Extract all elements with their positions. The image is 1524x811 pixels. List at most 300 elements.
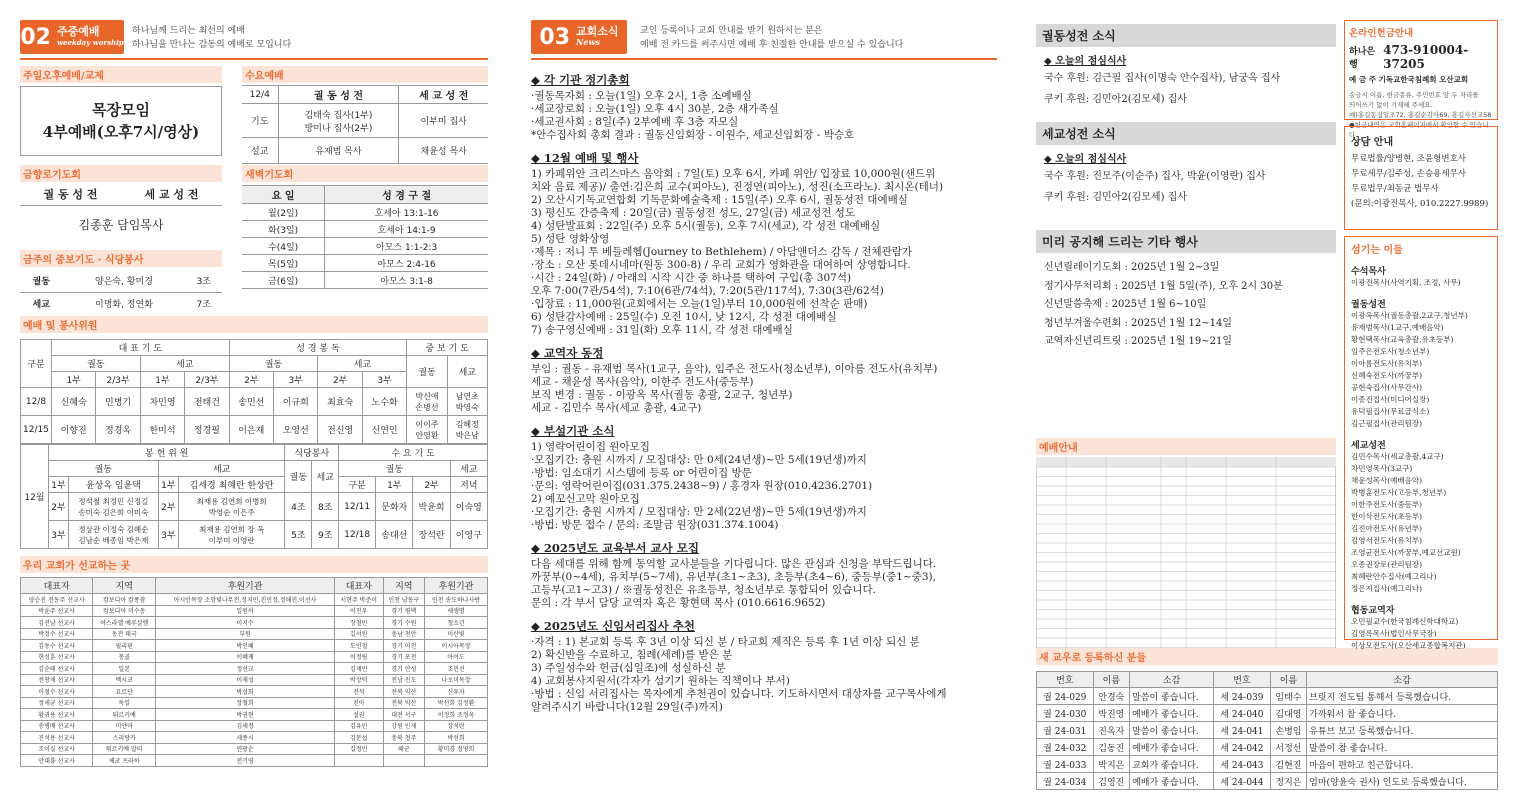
cell: 민병기 [96,388,140,416]
cell: 새생명 [425,605,488,617]
mission-table [20,577,488,767]
table-row [21,743,488,755]
wed-date: 12/4 [242,86,278,104]
cell: 호세아 13:1-16 [325,204,488,221]
cell: 송병배 선교사 [21,720,93,732]
section-heading: 주일오후예배/교제 [20,66,222,83]
cell: 12/11 [339,493,376,521]
cell: 요르단 [93,686,156,698]
wednesday-section [242,66,488,164]
col-header: 세교 [140,356,229,372]
col-header: 소감 [1307,672,1498,688]
col-header: 궐동 [285,461,312,493]
worship-guide-table [1036,457,1336,657]
cell: 김동수 선교사 [21,640,93,652]
cell: 아모스 1:1-2:3 [325,238,488,255]
wednesday-table [242,85,488,164]
cell: 최재용 김연희 장 옥 이부미 이영란 [178,521,285,549]
col-header: 번호 [1214,672,1271,688]
cell: 장석란 [425,720,488,732]
col-header: 대표자 [334,578,383,594]
cell: 강원 인제 [383,720,425,732]
col-header: 구분 [21,340,52,388]
cell: 이철수 선교사 [21,686,93,698]
new-members-table [1036,671,1498,790]
page-subtitle: News [576,37,600,47]
cell: 세 24-041 [1214,722,1271,739]
col-header: 2/3부 [185,372,229,388]
cell: 경기 포천 [383,651,425,663]
cell: 일원서 [156,605,335,617]
col-header: 궐동 [407,356,447,388]
cell: 스리랑카 [93,732,156,744]
cell: 인천 송도하나사랑 [425,594,488,606]
col-header: 이름 [1093,672,1129,688]
page02-tag [20,20,124,54]
service-section [20,316,488,549]
cell: 12/8 [21,388,52,416]
page-number: 02 [20,24,51,50]
account-number: 473-910004-37205 [1383,43,1469,71]
cell: 세 24-040 [1214,705,1271,722]
staff-member: 김영서전도사(유치부) [1351,536,1423,545]
section-heading: 궐동성전 소식 [1036,24,1336,47]
cell: 이진우 [334,605,383,617]
intro-line: 하나님께 드리는 최선의 예배 [132,26,245,36]
month-label: 12월 [21,445,49,549]
col-header: 대표자 [21,578,93,594]
cell: 9조 [312,521,339,549]
cell: 세교 [32,299,50,310]
cell: 박선희 [425,732,488,744]
cell: 김세경 최혜란 한상란 [178,477,285,493]
cell: 예배가 좋습니다. [1130,705,1214,722]
col-header: 궐동 [339,461,451,477]
cell: 박신애 손병선 [407,388,447,416]
table-row [21,709,488,721]
section-heading: 금향로기도회 [20,165,222,182]
cell: 진석용 선교사 [21,732,93,744]
cell: 아이도 [425,651,488,663]
cell: 교회가 좋습니다. [1130,756,1214,773]
staff-group: 협동교역자 [1351,606,1395,616]
staff-member: 황현택목사(교육총괄,유초등부) [1351,335,1454,344]
col-header: 3부 [362,372,406,388]
cell: 박장덕 [334,674,383,686]
page03-tag [531,20,627,54]
col-header: 1부 [51,372,95,388]
table-row [21,674,488,686]
cell: 부원 [156,628,335,640]
cell: 안대룡 선교사 [21,755,93,767]
event-line: 청년부겨울수련회 : 2025년 1월 12~14일 [1044,317,1232,329]
section-heading: 세교성전 소식 [1036,122,1336,145]
cell: 궐 24-031 [1037,722,1094,739]
staff-member: 김영록목사(법인사무국장) [1351,629,1437,638]
cell: 임태수 [1270,688,1306,705]
section-heading: 미리 공지해 드리는 기타 행사 [1036,230,1336,253]
cell: 2부 [158,493,178,521]
cell: 최효숙 [318,388,362,416]
cell: 궐 24-033 [1037,756,1094,773]
staff-member: 최혜란안수집사(예그리나) [1351,572,1437,581]
cell: 경기 안성 [383,663,425,675]
dawn-table [242,185,488,289]
cell: 튀르키예 [93,709,156,721]
dawn-section [242,165,488,289]
staff-member: 정은지집사(예그리나) [1351,584,1423,593]
cell [425,755,488,767]
pray-section [20,250,222,314]
col-header: 궐동 [51,356,140,372]
cell: 한미석 [140,416,184,444]
cell: 박인혜 [156,640,335,652]
staff-member: 박병훈전도사(고등부,청년부) [1351,488,1447,497]
page-number: 03 [539,24,571,50]
cell: 이이주 안영환 [407,416,447,444]
staff-member: 김근필집사(관리팀장) [1351,419,1423,428]
col-header: 2/3부 [96,372,140,388]
cell: 정세균 선교사 [21,697,93,709]
consult-line: 무료법률/양병현, 조윤형변호사 [1351,154,1467,164]
cell: 송민선 [229,388,273,416]
subheading: ◆ 오늘의 점심식사 [1044,56,1127,67]
cell: 윤상옥 임윤택 [69,477,159,493]
event-line: 교역자신년리트릿 : 2025년 1월 19~21일 [1044,336,1232,347]
cell: 문화자 [376,493,413,521]
sunday-box [20,86,222,156]
cell: 김대영 [1270,705,1306,722]
section-heading: 예배 및 봉사위원 [20,316,488,333]
cell: 일본 [93,663,156,675]
offering-note: 송금시 이름, 헌금종류, 주민번호 앞 두 자리를 띄어쓰기 없이 기재해 주세요. 예)홍길동십일조72, 홍길순감사69, 홍길자선교58 ●헌금내역은 교회홈페이지에서 확인할 수 있습니다. [1349,91,1492,139]
cell: 금(6일) [242,272,325,289]
cell: 궐동 [20,270,62,292]
cell: 남연초 박영숙 [447,388,487,416]
cell: 말씀이 좋습니다. [1130,688,1214,705]
staff-member: 임주은전도사(청소년부) [1351,347,1430,356]
page-title: 교회소식 [576,25,619,38]
cell: 화(3일) [242,221,325,238]
lunch-line: 국수 후원: 김근필 집사(이명숙 안수집사), 남궁옥 집사 [1044,73,1281,84]
col-header: 성 경 봉 독 [229,340,407,356]
news-column [531,64,1005,714]
cell: 차민영 [140,388,184,416]
col-header: 세교 [312,461,339,493]
cell: 캄보디아 캄퐁참 [93,594,156,606]
col-header: 세교 [450,461,487,477]
cell: 5조 [285,521,312,549]
cell: 박지은 [1093,756,1129,773]
cell: 엄마(양윤숙 권사) 인도로 등록했습니다. [1307,773,1498,790]
cell: 서현주 박준이 [334,594,383,606]
cell: 목(5일) [242,255,325,272]
cell: 전북 익산 [383,697,425,709]
cell: 이부미 집사 [399,104,488,138]
section-heading: 새 교우로 등록하신 분들 [1036,648,1498,665]
cell: 이명화, 정연화 [95,299,153,310]
table-row [21,686,488,698]
cell: 월(2일) [242,204,325,221]
staff-member: 김민수목사(세교총괄,4교구) [1351,452,1444,461]
staff-group: 세교성전 [1351,441,1386,451]
news-body: ·궐동목자회 : 오늘(1일) 오후 2시, 1층 소예배실 ·세교장로회 : 오늘(1일) 오후 4시 30분, 2층 새가족실 ·세교권사회 : 8일(주) 2부예배 후 3층 자모실 *안수집사회 총회 결과 : 궐동신임회장 - 이원수, 세교신임회장 - 박승호 [531,90,855,141]
cell: 해군 [383,743,425,755]
cell: 김순태 선교사 [21,663,93,675]
cell: 박정수 선교사 [21,628,93,640]
cell: 현성훈 선교사 [21,651,93,663]
staff-member: 유덕필집사(무료급식소) [1351,407,1430,416]
cell: 김태숙 집사(1부) 방미나 집사(2부) [278,104,399,138]
cell: 아시안목장 소망빛나무전,정지민,진민정,정해진,이선사 [156,594,335,606]
cell: 김세정 [156,720,335,732]
cell: 신연인 [362,416,406,444]
col-header: 세교 [158,461,285,477]
col-header: 궐 동 성 전 [43,188,98,201]
divider [20,58,488,60]
table-row [21,651,488,663]
consult-line: 무료법무/최동균 법무사 [1351,184,1439,194]
table-row [21,594,488,606]
col-header: 식당봉사 [285,445,339,461]
staff-member: 차민영목사(3교구) [1351,464,1413,473]
event-line: 정기사무처리회 : 2025년 1월 5일(주), 오후 2시 30분 [1044,280,1283,292]
col-header: 세 교 성 전 [399,86,488,104]
table-row [21,605,488,617]
cell: 튀르키예 말티 [93,743,156,755]
table-row [21,732,488,744]
cell: 유튜브 보고 등록했습니다. [1307,722,1498,739]
col-header: 궐 동 성 전 [278,86,399,104]
event-line: 신년릴레이기도회 : 2025년 1월 2~3일 [1044,262,1220,273]
cell: 이정희 조정옥 [425,709,488,721]
staff-member: 공현숙집사(사무간사) [1351,383,1423,392]
cell: 전창재 선교사 [21,674,93,686]
cell: 전태건 [185,388,229,416]
staff-member: 이광옥목사(궐동총괄,2교구,청년부) [1351,311,1468,320]
cell: 이지수 [156,617,335,629]
staff-group: 궐동성전 [1351,300,1386,310]
col-header: 3부 [274,372,318,388]
mission-section [20,556,488,767]
staff-member: 채윤성목사(예배음악) [1351,476,1423,485]
table-row [1037,688,1498,705]
cell: 정지은 [1270,773,1306,790]
col-header: 2부 [413,477,450,493]
cell: 길서원 [334,628,383,640]
cell: 이은재 [229,416,273,444]
cell: 대전 서구 [383,709,425,721]
staff-box [1344,236,1498,650]
cell: 조민선 [425,663,488,675]
cell: 안경숙 [1093,688,1129,705]
service-table-2 [20,444,488,549]
cell: 3부 [158,521,178,549]
cell: 말씀이 참 좋습니다. [1307,739,1498,756]
cell: 김현진 [1270,756,1306,773]
cell [334,755,383,767]
cell: 정석철 최정민 신정길 송미숙 김은희 이미숙 [69,493,159,521]
staff-member: 이광진목사(사역기획, 조정, 사무) [1351,278,1461,287]
col-header: 구분 [339,477,376,493]
cell: 도인철 [334,640,383,652]
cell: 전남 진도 [383,674,425,686]
col-header: 번호 [1037,672,1094,688]
cell: 조이실 선교사 [21,743,93,755]
cell: 진아 [334,697,383,709]
staff-group: 수석목사 [1351,267,1386,277]
news-body: ·자격 : 1) 본교회 등록 후 3년 이상 되신 분 / 타교회 제직은 등록 후 1년 이상 되신 분 2) 확신반을 수료하고, 침례(세례)를 받은 분 3) 주일성수와 헌금(십일조)에 성실하신 분 4) 교회봉사지원서(각자가 섬기기 원하는 직책이나 부서) ·방법 : 신임 서리집사는 목자에게 추천권이 있습니다. 기도하시면서 대상자를 교구목사에게 알려주시기 바랍니다(12월 29일(주)까지) [531,636,947,713]
col-header: 이름 [1270,672,1306,688]
cell [383,755,425,767]
staff-member: 오종권장로(관리팀장) [1351,560,1423,569]
sunday-line: 목장모임 [92,101,150,119]
cell: 세종시 [156,732,335,744]
cell: 궐 24-029 [1037,688,1094,705]
col-header: 후원기관 [425,578,488,594]
row-label: 설교 [242,138,278,164]
service-table-1 [20,339,488,444]
lunch-line: 쿠키 후원: 김민아2(김모세) 집사 [1044,192,1187,203]
cell: 채윤성 목사 [399,138,488,164]
col-header: 세교 [318,356,407,372]
section-heading: 우리 교회가 선교하는 곳 [20,556,488,573]
col-header: 봉 헌 위 원 [49,445,285,461]
news-heading: ◆ 12월 예배 및 행사 [531,151,639,165]
news-body: 부임 : 궐동 - 유재범 목사(1교구, 음악), 임주은 전도사(청소년부), 이아름 전도사(유치부) 세교 - 채윤성 목사(음악), 이한주 전도사(중등부) 보직 변경 : 궐동 - 이광옥 목사(궐동 총괄, 2교구, 청년부) 세교 - 김민수 목사(세교 총괄, 4교구) [531,363,938,414]
cell: 몽골 [93,651,156,663]
col-header: 요 일 [242,186,325,204]
cell: 이시아목장 [425,640,488,652]
cell: 이향진 [51,416,95,444]
col-header: 궐동 [229,356,318,372]
cell: 손병임 [1270,722,1306,739]
col-header: 세교 [447,356,487,388]
lunch-line: 국수 후원: 진모주(이순주) 집사, 박윤(이영란) 집사 [1044,171,1266,182]
cell: 신혜숙 [51,388,95,416]
cell: 가까워서 참 좋습니다. [1307,705,1498,722]
staff-member: 이상모전도사(오산세교종합복지관) [1351,641,1466,650]
table-row [21,697,488,709]
col-header: 소감 [1130,672,1214,688]
cell: 3부 [49,521,69,549]
cell: 12/18 [339,521,376,549]
cell: 이산빛 [425,628,488,640]
new-members [1036,648,1498,790]
cell: 1부 [158,477,178,493]
section-heading: 온라인헌금안내 [1349,28,1414,39]
cell: 경기 평택 [383,605,425,617]
cell: 나오미목장 [425,674,488,686]
friday-cols [20,186,222,206]
cell: 이재성 [156,674,335,686]
cell: 말씀이 좋습니다. [1130,722,1214,739]
misc-events [1036,230,1336,358]
cell: 이영구 [450,521,487,549]
cell: 서정선 [1270,739,1306,756]
cell: 오영선 [274,416,318,444]
account-holder: 예 금 주 기독교한국침례회 오산교회 [1349,75,1469,84]
segyo-news [1036,122,1336,212]
cell: 미얀마 [93,720,156,732]
cell: 경기 이천 [383,640,425,652]
table-row [21,640,488,652]
consult-line: 무료세무/김주성, 손승용세무사 [1351,169,1467,179]
staff-member: 한이삭전도사(초등부) [1351,512,1423,521]
cell: 김유민 [334,720,383,732]
cell: 예배가 좋습니다. [1130,739,1214,756]
staff-member: 김진아전도사(유년부) [1351,524,1423,533]
section-heading: 수요예배 [242,66,488,83]
cell: 브릿지 전도팀 통해서 등록했습니다. [1307,688,1498,705]
staff-member: 이아름전도사(유치부) [1351,359,1423,368]
cell: 김영진 [1093,773,1129,790]
intro-line: 교인 등록이나 교회 안내를 받기 원하시는 분은 [640,26,823,36]
cell: 정경필 [185,416,229,444]
table-row [21,663,488,675]
subheading: ◆ 오늘의 점심식사 [1044,154,1127,165]
col-header: 중 보 기 도 [407,340,488,356]
page02-intro [132,24,291,52]
cell: 신우자 [425,686,488,698]
cell: 김동진 [1093,739,1129,756]
cell: 노수화 [362,388,406,416]
news-body: 1) 카페위안 크리스마스 음악회 : 7일(토) 오후 6시, 카페 위안/ 입장료 10,000원(샌드위 치와 음료 제공)/ 출연:김은희 교수(피아노), 진정연(피아노), 성진(소프라노). 최시온(테너) 2) 오산시기독교연합회 기독문화예술축제 : 15일(주) 오후 6시, 궐동성전 대예배실 3) 평신도 간증축제 : 20일(금) 궐동성전 성도, 27일(금) 세교성전 성도 4) 성탄발표회 : 22일(주) 오후 5시(궐동), 오후 7시(세교), 각 성전 대예배실 5) 성탄 영화상영 ·제목 : 저니 투 베들레헴(Journey to Bethlehem) / 아담앤더스 감독 / 전체관람가 ·장소 : 오산 롯데시네마(원동 300-8) / 우리 교회가 영화관을 대여하여 상영합니다. ·시간 : 24일(화) / 아래의 시작 시간 중 하나를 택하여 구입(총 307석) 오후 7:00(7관/54석), 7:10(6관/74석), 7:20(5관/117석), 7:30(3관/62석) ·입장료 : 11,000원(교회에서는 오늘(1일)부터 10,000원에 선착순 판매) 6) 성탄감사예배 : 25일(수) 오전 10시, 낮 12시, 각 성전 대예배실 7) 송구영신예배 : 31일(화) 오후 11시, 각 성전 대예배실 [531,168,944,336]
cell: 세 24-042 [1214,739,1271,756]
col-header: 후원기관 [156,578,335,594]
news-heading: ◆ 부설기관 소식 [531,424,615,438]
col-header: 성 경 구 절 [325,186,488,204]
news-body: 다음 세대를 위해 함께 동역할 교사분들을 기다립니다. 많은 관심과 신청을 부탁드립니다. 까꿍부(0~4세), 유치부(5~7세), 유년부(초1~초3), 초등부(초4~6), 중등부(중1~중3), 고등부(고1~고3) / ※궐동성전은 유초등부, 청소년부로 통합되어 있습니다. 문의 : 각 부서 담당 교역자 혹은 황현택 목사 (010.6616.9652) [531,558,937,609]
section-heading: 섬기는 이들 [1351,245,1403,256]
section-heading: 상담 안내 [1351,137,1394,148]
news-body: 1) 영락어린이집 원아모집 ·모집기간: 충원 시까지 / 모집대상: 만 0세(24년생)~만 5세(19년생)까지 ·방법: 임소대기 시스템에 등록 or 어린이집 방문 ·문의: 영락어린이집(031.375.2438~9) / 홍경자 원장(010.4236.2701) 2) 예꼬신고막 원아모집 ·모집기간: 충원 시까지 / 모집대상: 만 2세(22년생)~만 5세(19년생)까지 ·방법: 방문 접수 / 문의: 조말금 원장(031.374.1004) [531,441,873,531]
sunday-line: 4부예배(오후7시/영상) [42,123,200,141]
cell: 수(4일) [242,238,325,255]
cell: 2부 [49,493,69,521]
cell: 양승진 전동주 선교사 [21,594,93,606]
cell: 충북 청주 [383,732,425,744]
cell: 유재범 목사 [278,138,399,164]
news-heading: ◆ 각 기관 정기총회 [531,73,630,87]
cell: 정상관 이정숙 김혜순 김남순 배종임 박은재 [69,521,159,549]
cell: 7조 [196,299,211,310]
col-header: 궐동 [49,461,159,477]
cell: 박성희 [156,686,335,698]
cell: 정선교 [156,663,335,675]
cell: 황귀용 선교사 [21,709,93,721]
staff-member: 유재범목사(1교구,예배음악) [1351,323,1444,332]
cell: 장철민 [334,617,383,629]
cell: 4조 [285,493,312,521]
cell: 캄보디아 미수동 [93,605,156,617]
cell: 이스라엘 예루살렘 [93,617,156,629]
table-row [1037,773,1498,790]
col-header: 2부 [318,372,362,388]
cell: 세 24-044 [1214,773,1271,790]
table-row [1037,722,1498,739]
col-header: 세 교 성 전 [144,188,199,201]
cell: 세 24-043 [1214,756,1271,773]
cell: 호세아 14:1-9 [325,221,488,238]
cell: 체코 프라하 [93,755,156,767]
consult-line: (문의:이광진목사, 010.2227.9989) [1351,199,1489,209]
cell: 장철희 [156,697,335,709]
cell: 박선희 김정환 [425,697,488,709]
table-row [21,755,488,767]
cell: 장석란 [413,521,450,549]
section-heading: 금주의 중보기도 · 식당봉사 [20,250,222,267]
